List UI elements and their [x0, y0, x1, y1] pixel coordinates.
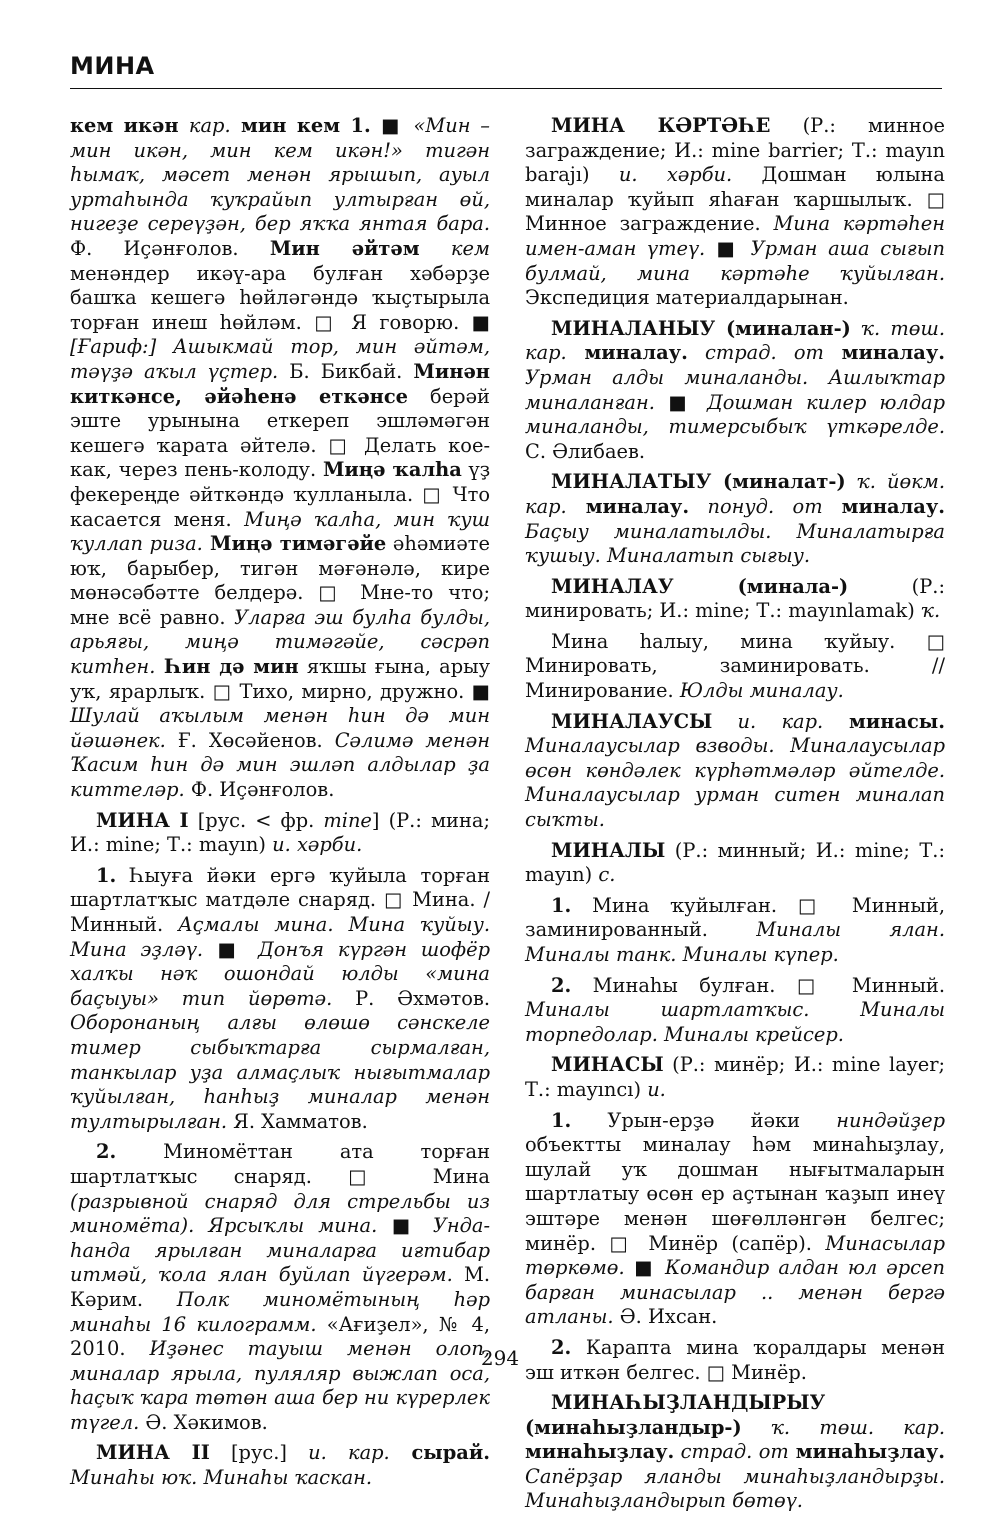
headword-bold: 1. — [551, 893, 572, 917]
headword-bold: МИНА II — [96, 1441, 210, 1465]
definition-text: Дошман юлына миналар ҡуйып яһаған ҡаршылыҡ. □ Минное заграждение. — [525, 163, 945, 236]
example-italic: и. хәрби. — [272, 833, 363, 857]
example-italic: кем — [419, 236, 491, 260]
headword-bold: МИНАЛАУСЫ — [551, 709, 713, 733]
definition-text: [рус.] — [209, 1441, 309, 1465]
dictionary-paragraph — [70, 1140, 490, 1435]
example-italic: Урман алды миналанды. Ашлыҡтар миналанған. — [525, 365, 945, 414]
headword-bold: ■ — [624, 1256, 666, 1280]
headword-bold: минаһыҙлау. — [788, 1440, 946, 1464]
dictionary-paragraph — [70, 864, 490, 1135]
definition-text: Ә. Ихсан. — [613, 1305, 718, 1329]
definition-text: Ғ. Хөсәйенов. — [165, 728, 335, 752]
example-italic: Юлды миналау. — [679, 679, 844, 703]
definition-text: менәндер икәү-ара булған хәбәрҙе башҡа кешегә һөйләгәндә ҡыҫтырыла торған инеш һөйләм. □ Я говорю. — [70, 261, 490, 334]
example-italic: Полк миномётының һәр минаһы 16 килограмм. — [70, 1287, 490, 1336]
headword-bold: минасы. — [823, 709, 945, 733]
headword-bold: кем икән — [70, 114, 189, 137]
headword-bold: 2. — [551, 1335, 572, 1359]
headword-bold: МИНА I — [96, 808, 189, 832]
definition-text: Миномёттан ата торған шартлатҡыс снаряд. □ Мина — [70, 1140, 490, 1188]
example-italic: Минаһы юҡ. Минаһы ҡаскан. — [70, 1466, 373, 1490]
example-italic: страд. от — [687, 341, 824, 365]
headword-bold: ■ — [471, 679, 490, 703]
page-number: 294 — [480, 1346, 520, 1370]
example-italic: Иҙәнес тауыш менән олоп, миналар ярыла, пуляляр выжлап оса, һаҫыҡ ҡара төтөн аша бер ни күрерлек түгел. — [70, 1337, 490, 1434]
definition-text: Урын-ерҙә йәки — [571, 1108, 837, 1132]
headword-bold: МИНА КӘРТӘҺЕ — [551, 114, 771, 137]
headword-bold: мин кем 1. ■ — [230, 114, 414, 137]
example-italic: страд. от — [674, 1440, 789, 1464]
definition-text: әһәмиәте юҡ, барыбер, тигән мәғәнәлә, кире мөнәсәбәтте белдерә. □ Мне-то что; мне всё равно. — [70, 532, 490, 629]
headword-bold: ■ — [471, 310, 490, 334]
page-number-container — [0, 1346, 1000, 1370]
definition-text: Ф. Иҫәнғолов. — [184, 778, 335, 802]
headword-bold: ■ — [377, 1214, 433, 1238]
dictionary-paragraph — [70, 809, 490, 858]
headword-bold: МИНАЛАНЫУ (миналан-) — [551, 316, 851, 340]
definition-text: Мина һалыу, мина ҡуйыу. □ Минировать, заминировать. // Минирование. — [525, 629, 945, 703]
definition-text: Экспедиция материалдарынан. — [525, 286, 849, 310]
headword-bold: МИНАЛЫ — [551, 838, 666, 862]
example-italic: Миналы ялан. Миналы танк. Миналы күпер. — [525, 918, 945, 966]
definition-text: ] (Р.: мина; И.: mine; Т.: mayın) — [70, 808, 490, 857]
dictionary-paragraph — [70, 1441, 490, 1490]
example-italic: Донъя күргән шофёр халҡы нәҡ ошондай юлды «мина баҫыуы» тип йөрөтә. — [70, 937, 490, 1010]
headword-bold: миналау. — [566, 341, 688, 365]
definition-text: объектты миналау һәм минаһыҙлау, шулай уҡ дошман нығытмаларын шартлатыу өсөн ер аҫтынан ҡаҙып инеү эштәре менән шөғөлләнгән белгес; минёр. □ Минёр (сапёр). — [525, 1133, 945, 1255]
headword-bold: МИНАСЫ — [551, 1053, 664, 1077]
example-italic: Мина кәртәһен имен-аман үтеү. — [525, 212, 945, 260]
example-italic: Урман аша сығып булмай, мина кәртәһе ҡуйылған. — [525, 236, 945, 285]
example-italic: Командир алдан юл әрсеп барған минасылар .. менән бергә атланы. — [525, 1256, 946, 1329]
example-italic: Баҫыу миналатылды. Миналатырға ҡушыу. Миналатып сығыу. — [525, 519, 945, 568]
headword-bold: Минән киткәнсе, әйәһенә еткәнсе — [70, 359, 490, 408]
headword-bold: 1. — [551, 1108, 572, 1132]
headword-bold: 2. — [551, 973, 572, 997]
definition-text: Ә. Хәкимов. — [139, 1410, 268, 1434]
definition-text: Б. Бикбай. — [278, 359, 414, 383]
definition-text: С. Әлибаев. — [525, 439, 646, 463]
example-italic: «Мин – мин икән, мин кем икән!» тигән һымаҡ, мәсет менән ярышып, ауыл уртаһында ҡуҡрайып ултырған өй, нигеҙе сереүҙән, бер яҡҡа янтая бара. — [70, 114, 490, 236]
definition-text: (Р.: минный; И.: mine; Т.: mayın) — [525, 838, 945, 887]
example-italic: и. кар. — [308, 1441, 390, 1465]
example-italic: (разрывной снаряд для стрельбы из миномёта). Ярсыҡлы мина. — [70, 1189, 490, 1238]
example-italic: и. хәрби. — [618, 163, 733, 187]
header-rule — [70, 88, 942, 89]
headword-bold: Миңә тимәгәйе — [202, 532, 387, 556]
headword-bold: миналау. — [566, 494, 690, 518]
headword-bold: миналау. — [822, 494, 945, 518]
example-italic: понуд. от — [689, 494, 823, 518]
dictionary-paragraph — [70, 114, 490, 803]
dictionary-paragraph — [525, 894, 945, 968]
definition-text: яҡшы ғына, арыу уҡ, ярарлыҡ. □ Тихо, мирно, дружно. — [70, 655, 490, 703]
dictionary-paragraph — [525, 114, 945, 311]
headword-bold: МИНАЛАУ (минала-) — [551, 574, 849, 598]
example-italic: кар. — [188, 114, 231, 137]
headword-bold: сырай. — [389, 1441, 490, 1465]
example-italic: Оборонаның алғы өлөшө сәнскеле тимер сыбыҡтарға сырмалған, танкылар уҙа алмаҫлыҡ нығытмалар ҡуйылған, һанһыҙ миналар менән тултырылған. — [70, 1011, 490, 1133]
definition-text: [рус. < фр. — [188, 808, 324, 832]
headword-bold: ■ — [203, 937, 259, 961]
definition-text: М. Кәрим. — [70, 1263, 490, 1311]
dictionary-paragraph — [525, 1391, 945, 1514]
definition-text: берәй эште урынына еткереп эшләмәгән кешегә ҡарата әйтелә. □ Делать кое-как, через пень-колоду. — [70, 384, 490, 482]
dictionary-paragraph — [525, 839, 945, 888]
right-column — [525, 114, 945, 1520]
example-italic: с. — [598, 863, 616, 887]
headword-bold: 1. — [96, 863, 117, 887]
dictionary-paragraph — [525, 317, 945, 465]
definition-text: Минаһы булған. □ Минный. — [571, 973, 945, 997]
definition-text: (Р.: минное заграждение; И.: mine barrier; Т.: mayın barajı) — [525, 114, 946, 187]
example-italic: mine — [323, 808, 372, 832]
headword-bold: МИНАҺЫҘЛАНДЫРЫУ (минаһыҙландыр-) — [525, 1391, 826, 1439]
headword-bold: ■ — [705, 236, 751, 260]
headword-bold: 2. — [96, 1140, 117, 1164]
dictionary-paragraph — [525, 1053, 945, 1102]
example-italic: Минасылар төркөмө. — [525, 1231, 945, 1280]
dictionary-paragraph — [525, 974, 945, 1048]
example-italic: Миналы шартлатҡыс. Миналы торпедолар. Миналы крейсер. — [525, 998, 945, 1046]
definition-text: Р. Әхмәтов. — [332, 986, 490, 1010]
example-italic: Сәлимә менән Ҡасим һин дә мин эшләп алдылар ҙа киттеләр. — [70, 728, 490, 802]
headword-bold: минаһыҙлау. — [525, 1440, 675, 1464]
example-italic: Миңә ҡалһа, мин ҡуш ҡуллап риза. — [70, 507, 490, 556]
example-italic: ниндәйҙер — [836, 1108, 945, 1132]
example-italic: Дошман килер юлдар миналанды, тимерсыбыҡ үткәрелде. — [525, 390, 946, 439]
definition-text: (Р.: минёр; И.: mine layer; Т.: mayıncı) — [525, 1053, 945, 1101]
headword-bold: ■ — [654, 390, 707, 414]
example-italic: ҡ. төш. кар. — [525, 316, 945, 365]
headword-bold: МИНАЛАТЫУ (миналат-) — [551, 470, 846, 494]
example-italic: и. кар. — [712, 709, 824, 733]
headword-bold: миналау. — [823, 341, 945, 365]
example-italic: ҡ. төш. кар. — [741, 1415, 945, 1439]
dictionary-paragraph — [525, 1109, 945, 1330]
definition-text: Я. Хамматов. — [227, 1109, 368, 1133]
headword-bold: Миңә ҡалһа — [322, 458, 462, 482]
example-italic: [Ғариф:] Ашыкмай тор, мин әйтәм, тәүҙә аҡыл үҫтер. — [70, 335, 490, 383]
example-italic: Унда-һанда ярылған миналарға иғтибар итмәй, ҡола ялан буйлап йүгерәм. — [70, 1214, 491, 1287]
running-head: МИНА — [70, 52, 155, 80]
example-italic: Уларға эш булһа булды, арьяғы, миңә тимәгәйе, сәсрәп китһен. — [70, 605, 490, 679]
definition-text: Карапта мина ҡоралдары менән эш иткән белгес. □ Минёр. — [525, 1335, 945, 1384]
example-italic: Миналаусылар взводы. Миналаусылар өсөн көндәлек күрһәтмәләр әйтелде. Миналаусылар урман ситен миналап сыҡты. — [525, 734, 945, 832]
definition-text: үҙ фекереңде әйткәндә ҡулланыла. □ Что касается меня. — [70, 458, 491, 531]
example-italic: Аҫмалы мина. Мина ҡуйыу. Мина эҙләү. — [70, 913, 491, 961]
left-column — [70, 114, 490, 1497]
headword-bold: Һин дә мин — [155, 655, 299, 679]
dictionary-paragraph — [525, 575, 945, 624]
example-italic: Сапёрҙар яланды минаһыҙландырҙы. Минаһыҙландырып бөтөү. — [525, 1464, 945, 1513]
headword-bold: Мин әйтәм — [269, 236, 420, 260]
definition-text: «Ағиҙел», № 4, 2010. — [70, 1312, 490, 1361]
example-italic: ҡ. йөкм. кар. — [525, 470, 945, 518]
example-italic: и. — [647, 1077, 666, 1101]
definition-text: (Р.: минировать; И.: mine; Т.: mayınlamak) — [525, 574, 945, 623]
dictionary-paragraph — [525, 710, 945, 833]
example-italic: Шулай аҡылым менән һин дә мин йәшәнек. — [70, 704, 490, 752]
definition-text: Ф. Иҫәнғолов. — [70, 236, 270, 260]
dictionary-paragraph — [525, 630, 945, 704]
definition-text: Һыуға йәки ергә ҡуйыла торған шартлатҡыс матдәле снаряд. □ Мина. / Минный. — [70, 863, 490, 936]
example-italic: ҡ. — [921, 599, 941, 623]
definition-text: Мина ҡуйылған. □ Минный, заминированный. — [525, 893, 945, 942]
dictionary-paragraph — [525, 470, 945, 568]
